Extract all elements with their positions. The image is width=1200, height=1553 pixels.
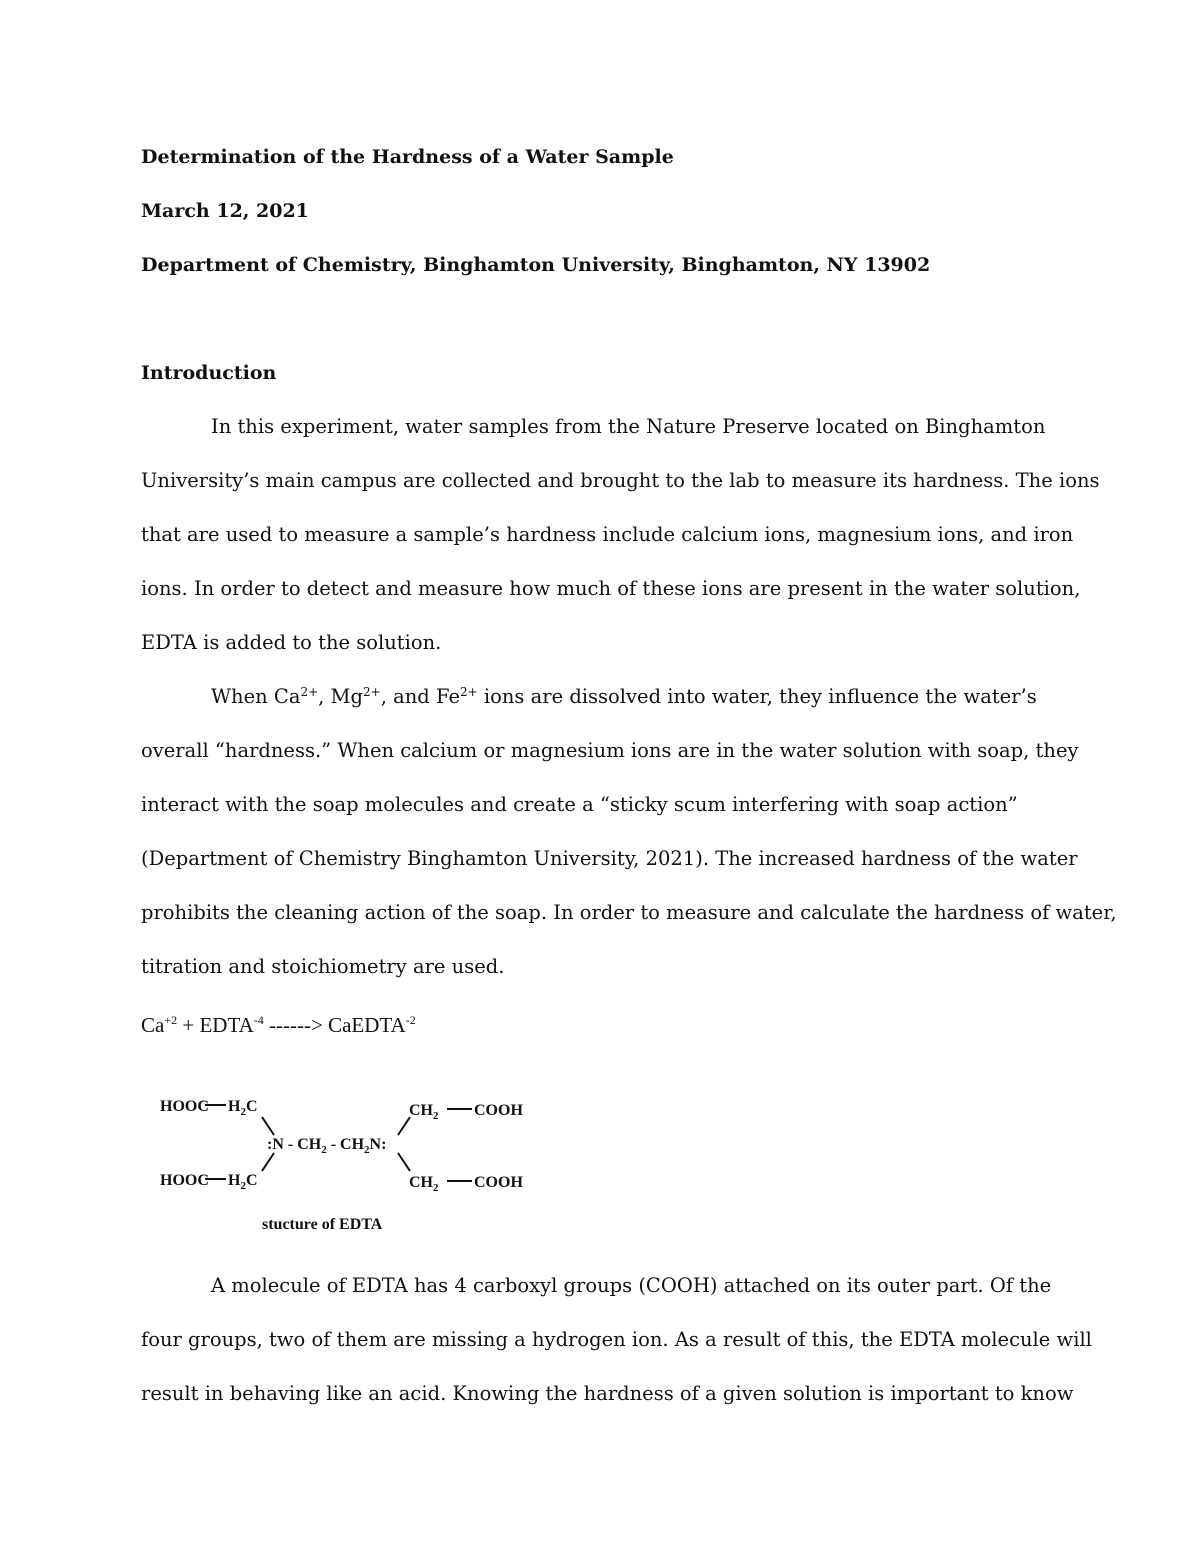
paragraph-line: University’s main campus are collected and brought to the lab to measure its hardness. The ions — [141, 469, 1100, 492]
reaction-equation: $Ca^{+2}$ + $EDTA^{-4}$ ------> CaEDTA$^{-2}$ — [141, 1013, 416, 1037]
paragraph-line: EDTA is added to the solution. — [141, 631, 442, 654]
ion-charge: 2+ — [363, 685, 381, 699]
paragraph-line: (Department of Chemistry Binghamton University, 2021). The increased hardness of the water — [141, 847, 1078, 870]
paragraph-line: titration and stoichiometry are used. — [141, 955, 505, 978]
paragraph-line: result in behaving like an acid. Knowing the hardness of a given solution is important to know — [141, 1382, 1074, 1405]
paragraph-line: ions. In order to detect and measure how much of these ions are present in the water solution, — [141, 577, 1081, 600]
hooc-group: HOOC — [160, 1172, 209, 1189]
ion-charge: 2+ — [300, 685, 319, 699]
document-title: Determination of the Hardness of a Water Sample — [141, 146, 674, 168]
cooh-group: COOH — [474, 1174, 523, 1191]
hooc-group: HOOC — [160, 1098, 209, 1115]
edta-structure-figure — [150, 1085, 550, 1235]
paragraph-line: four groups, two of them are missing a hydrogen ion. As a result of this, the EDTA molecule will — [141, 1328, 1092, 1351]
paragraph-line-ions: When $Ca^{2+}$, $Mg^{2+}$, and $Fe^{2+}$ ions are dissolved into water, they influence the water’s — [211, 685, 1037, 708]
edta-backbone: :N - $CH_2 - CH_2N$: — [267, 1136, 387, 1156]
paragraph-line: In this experiment, water samples from the Nature Preserve located on Binghamton — [211, 415, 1046, 438]
paragraph-line: interact with the soap molecules and create a “sticky scum interfering with soap action” — [141, 793, 1018, 816]
figure-caption: stucture of EDTA — [262, 1216, 383, 1233]
paragraph-line: that are used to measure a sample’s hardness include calcium ions, magnesium ions, and iron — [141, 523, 1074, 546]
ch2-group: $CH_2$ — [409, 1174, 439, 1194]
h2c-group: $H_2C$ — [228, 1098, 258, 1118]
document-affiliation: Department of Chemistry, Binghamton University, Binghamton, NY 13902 — [141, 254, 931, 276]
cooh-group: COOH — [474, 1102, 523, 1119]
paragraph-line: prohibits the cleaning action of the soap. In order to measure and calculate the hardness of water, — [141, 901, 1117, 924]
section-heading-introduction: Introduction — [141, 362, 277, 384]
paragraph-line: A molecule of EDTA has 4 carboxyl groups (COOH) attached on its outer part. Of the — [211, 1274, 1052, 1297]
document-date: March 12, 2021 — [141, 200, 309, 222]
h2c-group: $H_2C$ — [228, 1172, 258, 1192]
paragraph-line: overall “hardness.” When calcium or magnesium ions are in the water solution with soap, they — [141, 739, 1079, 762]
ion-charge: 2+ — [460, 685, 478, 699]
ch2-group: $CH_2$ — [409, 1102, 439, 1122]
